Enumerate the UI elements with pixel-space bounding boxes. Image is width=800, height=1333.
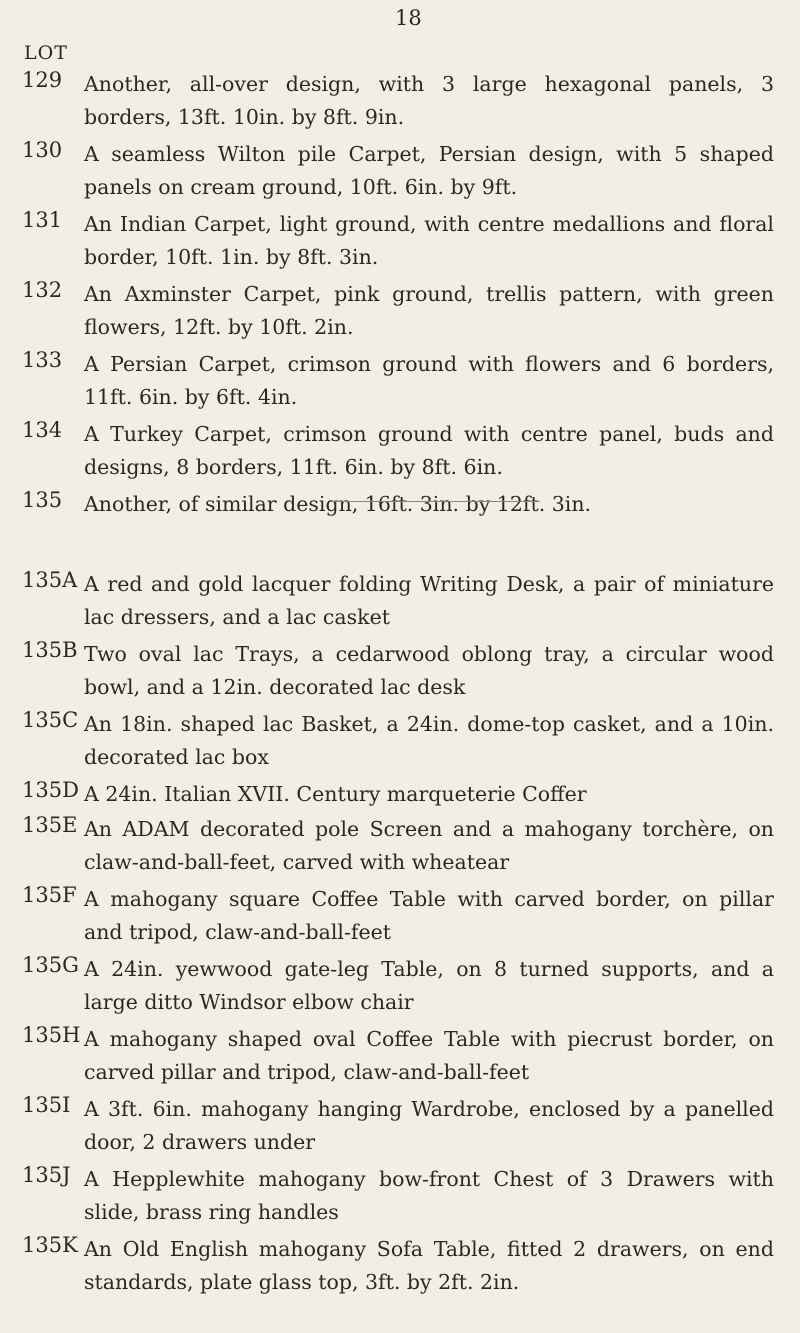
lot-description: A red and gold lacquer folding Writing Desk, a pair of miniature lac dressers, and a lac casket: [84, 572, 774, 629]
lot-number: 135A: [22, 568, 78, 592]
lot-number: 129: [22, 68, 63, 92]
lot-description: An ADAM decorated pole Screen and a mahogany torchère, on claw-and-ball-feet, carved with wheatear: [84, 817, 774, 874]
section-divider: [330, 501, 540, 502]
lot-number: 135J: [22, 1163, 71, 1187]
lot-number: 135D: [22, 778, 79, 802]
page-number: 18: [395, 6, 422, 30]
lot-description: A 24in. Italian XVII. Century marqueterie Coffer: [84, 782, 587, 806]
lot-description: An Indian Carpet, light ground, with centre medallions and floral border, 10ft. 1in. by 8ft. 3in.: [84, 212, 774, 269]
lot-description: A seamless Wilton pile Carpet, Persian design, with 5 shaped panels on cream ground, 10ft. 6in. by 9ft.: [84, 142, 774, 199]
lot-description: Two oval lac Trays, a cedarwood oblong tray, a circular wood bowl, and a 12in. decorated lac desk: [84, 642, 774, 699]
lot-description: A Turkey Carpet, crimson ground with centre panel, buds and designs, 8 borders, 11ft. 6in. by 8ft. 6in.: [84, 422, 774, 479]
lot-number: 135K: [22, 1233, 78, 1257]
lot-column-header: LOT: [24, 42, 68, 64]
lot-number: 135F: [22, 883, 77, 907]
lot-description: A Persian Carpet, crimson ground with flowers and 6 borders, 11ft. 6in. by 6ft. 4in.: [84, 352, 774, 409]
lot-description: A mahogany square Coffee Table with carved border, on pillar and tripod, claw-and-ball-feet: [84, 887, 774, 944]
lot-description: A Hepplewhite mahogany bow-front Chest of 3 Drawers with slide, brass ring handles: [84, 1167, 774, 1224]
lot-description: A 24in. yewwood gate-leg Table, on 8 turned supports, and a large ditto Windsor elbow chair: [84, 957, 774, 1014]
lot-description: An Old English mahogany Sofa Table, fitted 2 drawers, on end standards, plate glass top, 3ft. by 2ft. 2in.: [84, 1237, 774, 1294]
lot-number: 135H: [22, 1023, 81, 1047]
lot-description: A 3ft. 6in. mahogany hanging Wardrobe, enclosed by a panelled door, 2 drawers under: [84, 1097, 774, 1154]
lot-number: 131: [22, 208, 63, 232]
lot-number: 134: [22, 418, 63, 442]
lot-number: 135C: [22, 708, 79, 732]
lot-description: Another, of similar design, 16ft. 3in. by 12ft. 3in.: [84, 492, 592, 516]
lot-description: A mahogany shaped oval Coffee Table with piecrust border, on carved pillar and tripod, claw-and-ball-feet: [84, 1027, 774, 1084]
lot-description: An 18in. shaped lac Basket, a 24in. dome-top casket, and a 10in. decorated lac box: [84, 712, 774, 769]
lot-number: 135I: [22, 1093, 71, 1117]
lot-description: Another, all-over design, with 3 large hexagonal panels, 3 borders, 13ft. 10in. by 8ft. 9in.: [84, 72, 774, 129]
lot-number: 132: [22, 278, 63, 302]
lot-number: 135: [22, 488, 63, 512]
lot-number: 135G: [22, 953, 79, 977]
lot-number: 135B: [22, 638, 78, 662]
lot-number: 135E: [22, 813, 78, 837]
lot-number: 130: [22, 138, 63, 162]
lot-number: 133: [22, 348, 63, 372]
lot-description: An Axminster Carpet, pink ground, trellis pattern, with green flowers, 12ft. by 10ft. 2in.: [84, 282, 774, 339]
